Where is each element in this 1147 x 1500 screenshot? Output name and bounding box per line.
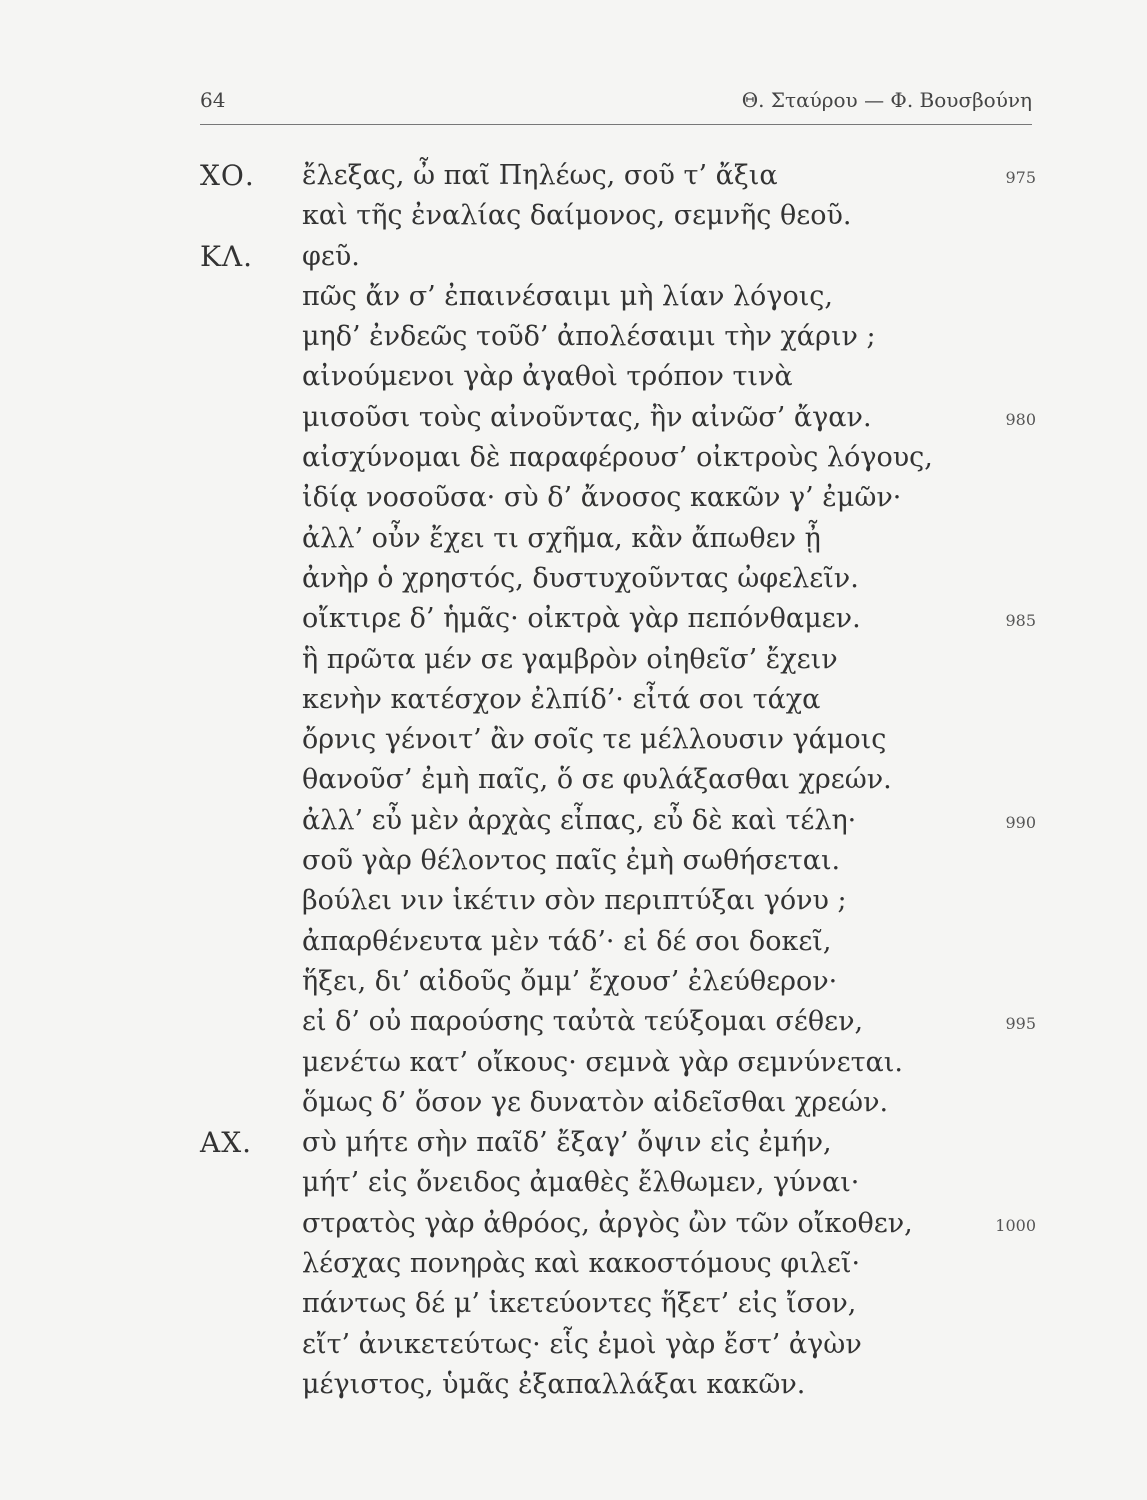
- verse-line: [200, 156, 1050, 196]
- line-number: 980: [1005, 409, 1036, 429]
- verse-text: εἴτ’ ἀνικετεύτως· εἷς ἐμοὶ γὰρ ἔστ’ ἀγὼν: [302, 1328, 862, 1360]
- verse-text: ἥξει, δι’ αἰδοῦς ὄμμ’ ἔχουσ’ ἐλεύθερον·: [302, 965, 838, 997]
- verse-text: ὅμως δ’ ὅσον γε δυνατὸν αἰδεῖσθαι χρεών.: [302, 1086, 889, 1118]
- verse-line: [200, 1123, 1050, 1163]
- verse-text: σὺ μήτε σὴν παῖδ’ ἔξαγ’ ὄψιν εἰς ἐμήν,: [302, 1127, 832, 1159]
- verse-text-block: [200, 156, 1050, 1405]
- verse-line: [200, 841, 1050, 881]
- verse-line: [200, 438, 1050, 478]
- verse-text: βούλει νιν ἱκέτιν σὸν περιπτύξαι γόνυ ;: [302, 885, 847, 917]
- verse-text: ἰδίᾳ νοσοῦσα· σὺ δ’ ἄνοσος κακῶν γ’ ἐμῶν·: [302, 482, 902, 514]
- verse-text: ἀλλ’ οὖν ἔχει τι σχῆμα, κἂν ἄπωθεν ᾖ: [302, 522, 821, 554]
- verse-text: ὄρνις γένοιτ’ ἂν σοῖς τε μέλλουσιν γάμοις: [302, 724, 887, 756]
- verse-line: [200, 962, 1050, 1002]
- verse-line: [200, 640, 1050, 680]
- verse-text: λέσχας πονηρὰς καὶ κακοστόμους φιλεῖ·: [302, 1248, 861, 1280]
- verse-text: αἰσχύνομαι δὲ παραφέρουσ’ οἰκτροὺς λόγους,: [302, 442, 933, 474]
- verse-line: [200, 559, 1050, 599]
- speaker-label: ΑΧ.: [200, 1126, 253, 1160]
- line-number: 995: [1005, 1014, 1036, 1034]
- verse-text: ἀνὴρ ὁ χρηστός, δυστυχοῦντας ὠφελεῖν.: [302, 562, 859, 594]
- verse-line: [200, 801, 1050, 841]
- verse-text: πῶς ἄν σ’ ἐπαινέσαιμι μὴ λίαν λόγοις,: [302, 280, 833, 312]
- page-number: 64: [200, 88, 226, 112]
- verse-text: μήτ’ εἰς ὄνειδος ἀμαθὲς ἔλθωμεν, γύναι·: [302, 1167, 860, 1199]
- verse-text: μέγιστος, ὑμᾶς ἐξαπαλλάξαι κακῶν.: [302, 1368, 806, 1400]
- verse-line: [200, 237, 1050, 277]
- line-number: 975: [1005, 168, 1036, 187]
- verse-text: θανοῦσ’ ἐμὴ παῖς, ὅ σε φυλάξασθαι χρεών.: [302, 764, 892, 796]
- verse-line: [200, 1163, 1050, 1203]
- verse-line: [200, 720, 1050, 760]
- verse-text: κενὴν κατέσχον ἐλπίδ’· εἶτά σοι τάχα: [302, 683, 821, 715]
- line-number: 985: [1005, 611, 1036, 631]
- verse-line: [200, 599, 1050, 639]
- verse-text: καὶ τῆς ἐναλίας δαίμονος, σεμνῆς θεοῦ.: [302, 200, 852, 232]
- verse-line: [200, 1325, 1050, 1365]
- verse-text: οἴκτιρε δ’ ἡμᾶς· οἰκτρὰ γὰρ πεπόνθαμεν.: [302, 603, 861, 635]
- verse-line: [200, 196, 1050, 236]
- verse-text: πάντως δέ μ’ ἱκετεύοντες ἥξετ’ εἰς ἴσον,: [302, 1288, 857, 1320]
- verse-line: [200, 398, 1050, 438]
- verse-text: ἣ πρῶτα μέν σε γαμβρὸν οἰηθεῖσ’ ἔχειν: [302, 643, 838, 675]
- verse-line: [200, 1083, 1050, 1123]
- verse-line: [200, 357, 1050, 397]
- verse-text: ἀλλ’ εὖ μὲν ἀρχὰς εἶπας, εὖ δὲ καὶ τέλη·: [302, 804, 857, 836]
- line-number: 990: [1005, 812, 1036, 832]
- verse-text: στρατὸς γὰρ ἀθρόος, ἀργὸς ὢν τῶν οἴκοθεν,: [302, 1207, 913, 1239]
- line-number: 1000: [995, 1215, 1036, 1235]
- verse-text: εἰ δ’ οὐ παρούσης ταὐτὰ τεύξομαι σέθεν,: [302, 1006, 864, 1038]
- verse-line: [200, 1244, 1050, 1284]
- verse-text: ἔλεξας, ὦ παῖ Πηλέως, σοῦ τ’ ἄξια: [302, 160, 778, 191]
- verse-text: μισοῦσι τοὺς αἰνοῦντας, ἢν αἰνῶσ’ ἄγαν.: [302, 401, 872, 433]
- verse-line: [200, 1002, 1050, 1042]
- verse-line: [200, 478, 1050, 518]
- verse-line: [200, 1284, 1050, 1324]
- verse-line: [200, 680, 1050, 720]
- verse-text: σοῦ γὰρ θέλοντος παῖς ἐμὴ σωθήσεται.: [302, 845, 841, 877]
- verse-text: φεῦ.: [302, 240, 360, 272]
- page-header: [200, 88, 1032, 118]
- verse-line: [200, 317, 1050, 357]
- verse-line: [200, 1365, 1050, 1405]
- running-head: Θ. Σταύρου — Φ. Βουσβούνη: [741, 88, 1032, 112]
- verse-text: μηδ’ ἐνδεῶς τοῦδ’ ἀπολέσαιμι τὴν χάριν ;: [302, 321, 876, 353]
- verse-line: [200, 922, 1050, 962]
- verse-text: ἀπαρθένευτα μὲν τάδ’· εἰ δέ σοι δοκεῖ,: [302, 925, 832, 957]
- verse-text: μενέτω κατ’ οἴκους· σεμνὰ γὰρ σεμνύνεται.: [302, 1046, 903, 1078]
- verse-line: [200, 277, 1050, 317]
- verse-line: [200, 1204, 1050, 1244]
- speaker-label: ΧΟ.: [200, 159, 255, 192]
- verse-line: [200, 519, 1050, 559]
- speaker-label: ΚΛ.: [200, 239, 254, 273]
- verse-line: [200, 1043, 1050, 1083]
- verse-line: [200, 881, 1050, 921]
- header-rule: [200, 124, 1032, 125]
- verse-line: [200, 760, 1050, 800]
- verse-text: αἰνούμενοι γὰρ ἀγαθοὶ τρόπον τινὰ: [302, 361, 793, 393]
